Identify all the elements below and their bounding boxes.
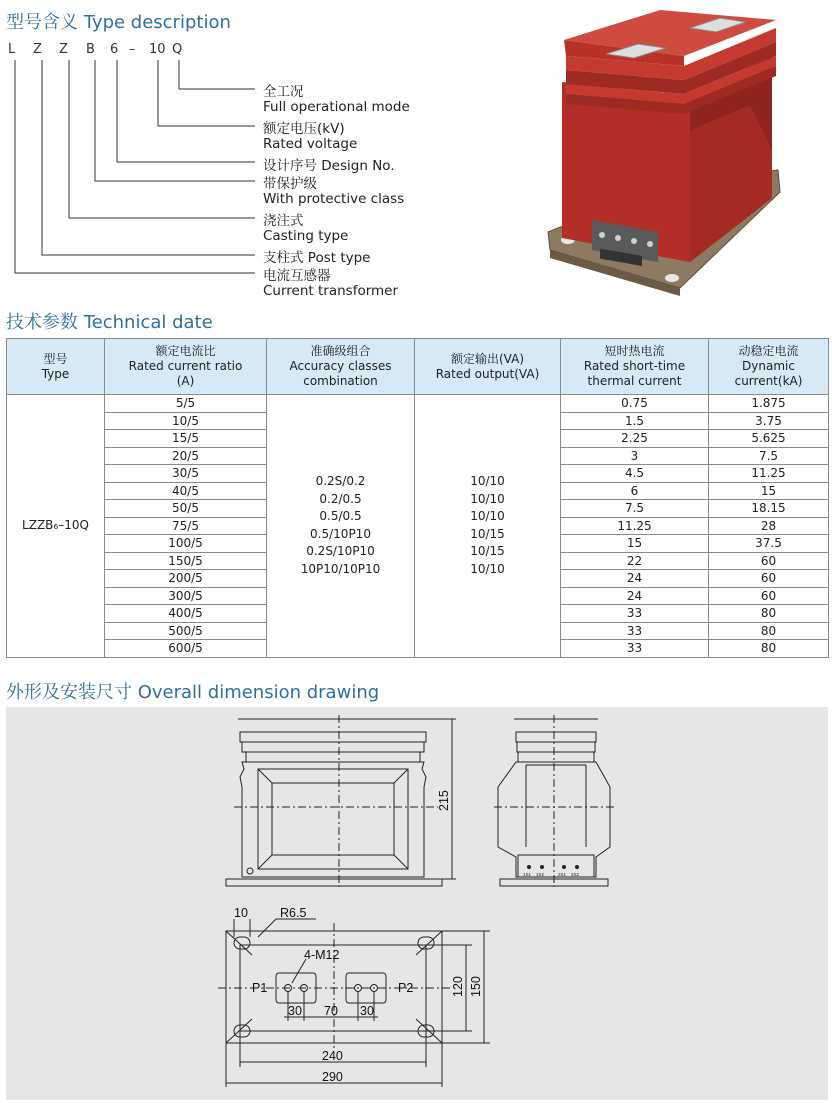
table-header-row [7,339,829,395]
code-digit-6: 6 [110,42,119,57]
code-letter-b: B [86,42,95,57]
cell-thermal: 3 [561,447,709,465]
cell-current-ratio: 75/5 [105,517,267,535]
cell-current-ratio: 5/5 [105,395,267,413]
cell-current-ratio: 100/5 [105,535,267,553]
cell-current-ratio: 600/5 [105,640,267,658]
legend-casting-cn: 浇注式 [263,213,304,229]
table-row [7,395,829,413]
product-photo [540,0,832,300]
cell-output [415,395,561,658]
accuracy-item: 0.2S/0.2 [315,474,366,489]
cell-thermal: 6 [561,482,709,500]
cell-dynamic: 11.25 [709,465,829,483]
cell-current-ratio: 500/5 [105,622,267,640]
dim-240: 240 [322,1049,343,1063]
cell-type: LZZB₆–10Q [7,395,105,658]
code-digit-10: 10 [149,42,166,57]
th-output: 额定输出(VA) Rated output(VA) [415,339,561,395]
code-letter-z1: Z [33,42,42,57]
cell-current-ratio: 300/5 [105,587,267,605]
cell-current-ratio: 10/5 [105,412,267,430]
label-p2: P2 [398,981,414,995]
spec-table [6,338,829,658]
cell-current-ratio: 40/5 [105,482,267,500]
dim-r65: R6.5 [280,906,307,920]
cell-current-ratio: 400/5 [105,605,267,623]
technical-data-heading: 技术参数 Technical date [6,312,213,333]
type-description-heading: 型号含义 Type description [6,12,231,33]
legend-casting-en: Casting type [263,228,349,244]
overall-drawing-heading: 外形及安装尺寸 Overall dimension drawing [6,682,380,703]
code-letter-l: L [8,42,16,57]
legend-ct-cn: 电流互感器 [263,268,331,284]
cell-thermal: 33 [561,622,709,640]
cell-dynamic: 28 [709,517,829,535]
cell-thermal: 33 [561,605,709,623]
legend-ct-en: Current transformer [263,283,399,299]
label-p1: P1 [252,981,268,995]
cell-current-ratio: 200/5 [105,570,267,588]
th-accuracy: 准确级组合 Accuracy classes combination [267,339,415,395]
cell-dynamic: 80 [709,605,829,623]
cell-current-ratio: 15/5 [105,430,267,448]
cell-dynamic: 1.875 [709,395,829,413]
code-letter-z2: Z [59,42,68,57]
cell-dynamic: 15 [709,482,829,500]
th-type: 型号 Type [7,339,105,395]
terminal-2s2: 2S2 [571,872,580,877]
cell-thermal: 0.75 [561,395,709,413]
code-letter-q: Q [172,42,183,57]
dimension-drawing-panel [6,707,828,1100]
code-dash: – [129,42,136,57]
legend-full-mode-cn: 全工况 [263,84,304,100]
cell-current-ratio: 30/5 [105,465,267,483]
dim-30-right: 30 [360,1004,374,1018]
accuracy-item: 0.5/0.5 [319,509,362,524]
cell-dynamic: 3.75 [709,412,829,430]
legend-design-no: 设计序号 Design No. [263,158,395,174]
cell-thermal: 1.5 [561,412,709,430]
cell-current-ratio: 20/5 [105,447,267,465]
accuracy-item: 0.5/10P10 [310,526,371,541]
cell-dynamic: 5.625 [709,430,829,448]
cell-dynamic: 18.15 [709,500,829,518]
cell-thermal: 7.5 [561,500,709,518]
dim-120: 120 [451,976,465,997]
cell-thermal: 33 [561,640,709,658]
dim-height-215: 215 [437,790,451,811]
cell-thermal: 4.5 [561,465,709,483]
dim-290: 290 [322,1070,343,1084]
dim-70: 70 [324,1004,338,1018]
cell-dynamic: 80 [709,640,829,658]
cell-dynamic: 60 [709,587,829,605]
legend-full-mode-en: Full operational mode [263,99,410,115]
terminal-1s1: 1S1 [523,872,532,877]
output-item: 10/10 [470,491,505,506]
cell-thermal: 24 [561,570,709,588]
dim-150: 150 [469,976,483,997]
cell-thermal: 2.25 [561,430,709,448]
cell-dynamic: 60 [709,552,829,570]
th-current-ratio: 额定电流比 Rated current ratio (A) [105,339,267,395]
dimension-drawing [6,707,828,1100]
legend-voltage-cn: 额定电压(kV) [263,121,345,137]
legend-post-type: 支柱式 Post type [263,250,371,266]
terminal-1s2: 1S2 [536,872,545,877]
cell-thermal: 24 [561,587,709,605]
output-item: 10/15 [470,526,505,541]
accuracy-item: 0.2S/10P10 [306,544,375,559]
dim-30-left: 30 [288,1004,302,1018]
output-item: 10/10 [470,474,505,489]
cell-current-ratio: 150/5 [105,552,267,570]
cell-dynamic: 80 [709,622,829,640]
legend-protective-en: With protective class [263,191,405,207]
terminal-2s1: 2S1 [558,872,567,877]
cell-dynamic: 7.5 [709,447,829,465]
accuracy-item: 10P10/10P10 [300,561,381,576]
legend-voltage-en: Rated voltage [263,136,358,152]
cell-dynamic: 37.5 [709,535,829,553]
dim-10: 10 [234,906,248,920]
output-item: 10/10 [470,509,505,524]
th-thermal: 短时热电流 Rated short-time thermal current [561,339,709,395]
cell-thermal: 15 [561,535,709,553]
cell-accuracy [267,395,415,658]
cell-thermal: 22 [561,552,709,570]
cell-dynamic: 60 [709,570,829,588]
dim-4m12: 4-M12 [304,948,340,962]
accuracy-item: 0.2/0.5 [319,491,362,506]
th-dynamic: 动稳定电流 Dynamic current(kA) [709,339,829,395]
output-item: 10/15 [470,544,505,559]
output-item: 10/10 [470,561,505,576]
legend-protective-cn: 带保护级 [263,176,317,192]
cell-current-ratio: 50/5 [105,500,267,518]
cell-thermal: 11.25 [561,517,709,535]
